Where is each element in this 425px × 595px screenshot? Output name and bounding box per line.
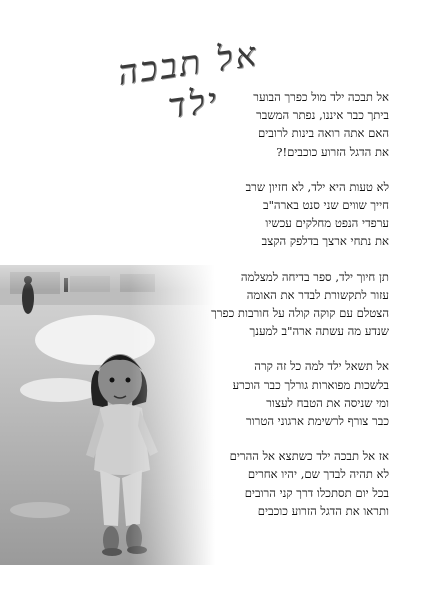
poem-line: אל תבכה ילד מול כפרך הבוער [253,90,389,104]
poem-line: ערפדי הנפט מחלקים עכשיו [265,216,389,231]
poem-line: ותראו את הדגל הזרוע כוכבים [257,503,389,518]
poem-line: שנדע מה עשתה ארה"ב למענך [249,324,389,339]
stanza [59,447,389,520]
poem-line: תן חיוך ילד, ספר בדיחה למצלמה [240,269,389,284]
stanza [59,268,389,341]
poem-body [59,88,389,537]
stanza [59,178,389,251]
poem-line: את נתחי ארצך בדלפק הקצב [261,234,389,249]
poem-line: הצטלם עם קוקה קולה על חורבות כפרך [211,306,389,321]
poem-line: לא תהיה לבדך שם, יהיו אחרים [247,467,389,482]
poem-line: האם אתה רואה בינות לרובים [258,126,389,141]
poem-line: כבר צורף לרשימת ארגוני הטרור [245,414,389,429]
poem-line: את הדגל הזרוע כוכבים!? [276,144,389,159]
poem-line: ומי שניסה את הטבח לעצור [266,395,389,410]
poem-line: בלשכות מפוארות גורלך כבר הוכרע [232,377,389,392]
stanza [59,88,389,161]
poem-line: עזור לתקשורת לבדר את האומה [246,287,389,302]
poem-line: לא טעות היא ילד, לא חזיון שרב [245,179,389,194]
poem-title-text: אל תבכה ילד [115,34,262,127]
poem-line: חייך שווים שני סנט בארה"ב [262,198,389,213]
poem-line: בכל יום תסתכלו דרך קני הרובים [244,485,389,500]
poem-line: אז אל תבכה ילד כשתצא אל ההרים [229,449,389,464]
poem-line: ביתך כבר איננו, נפתר המשבר [256,108,389,123]
poem-line: אל תשאל ילד למה כל זה קרה [254,359,389,374]
stanza [59,357,389,430]
